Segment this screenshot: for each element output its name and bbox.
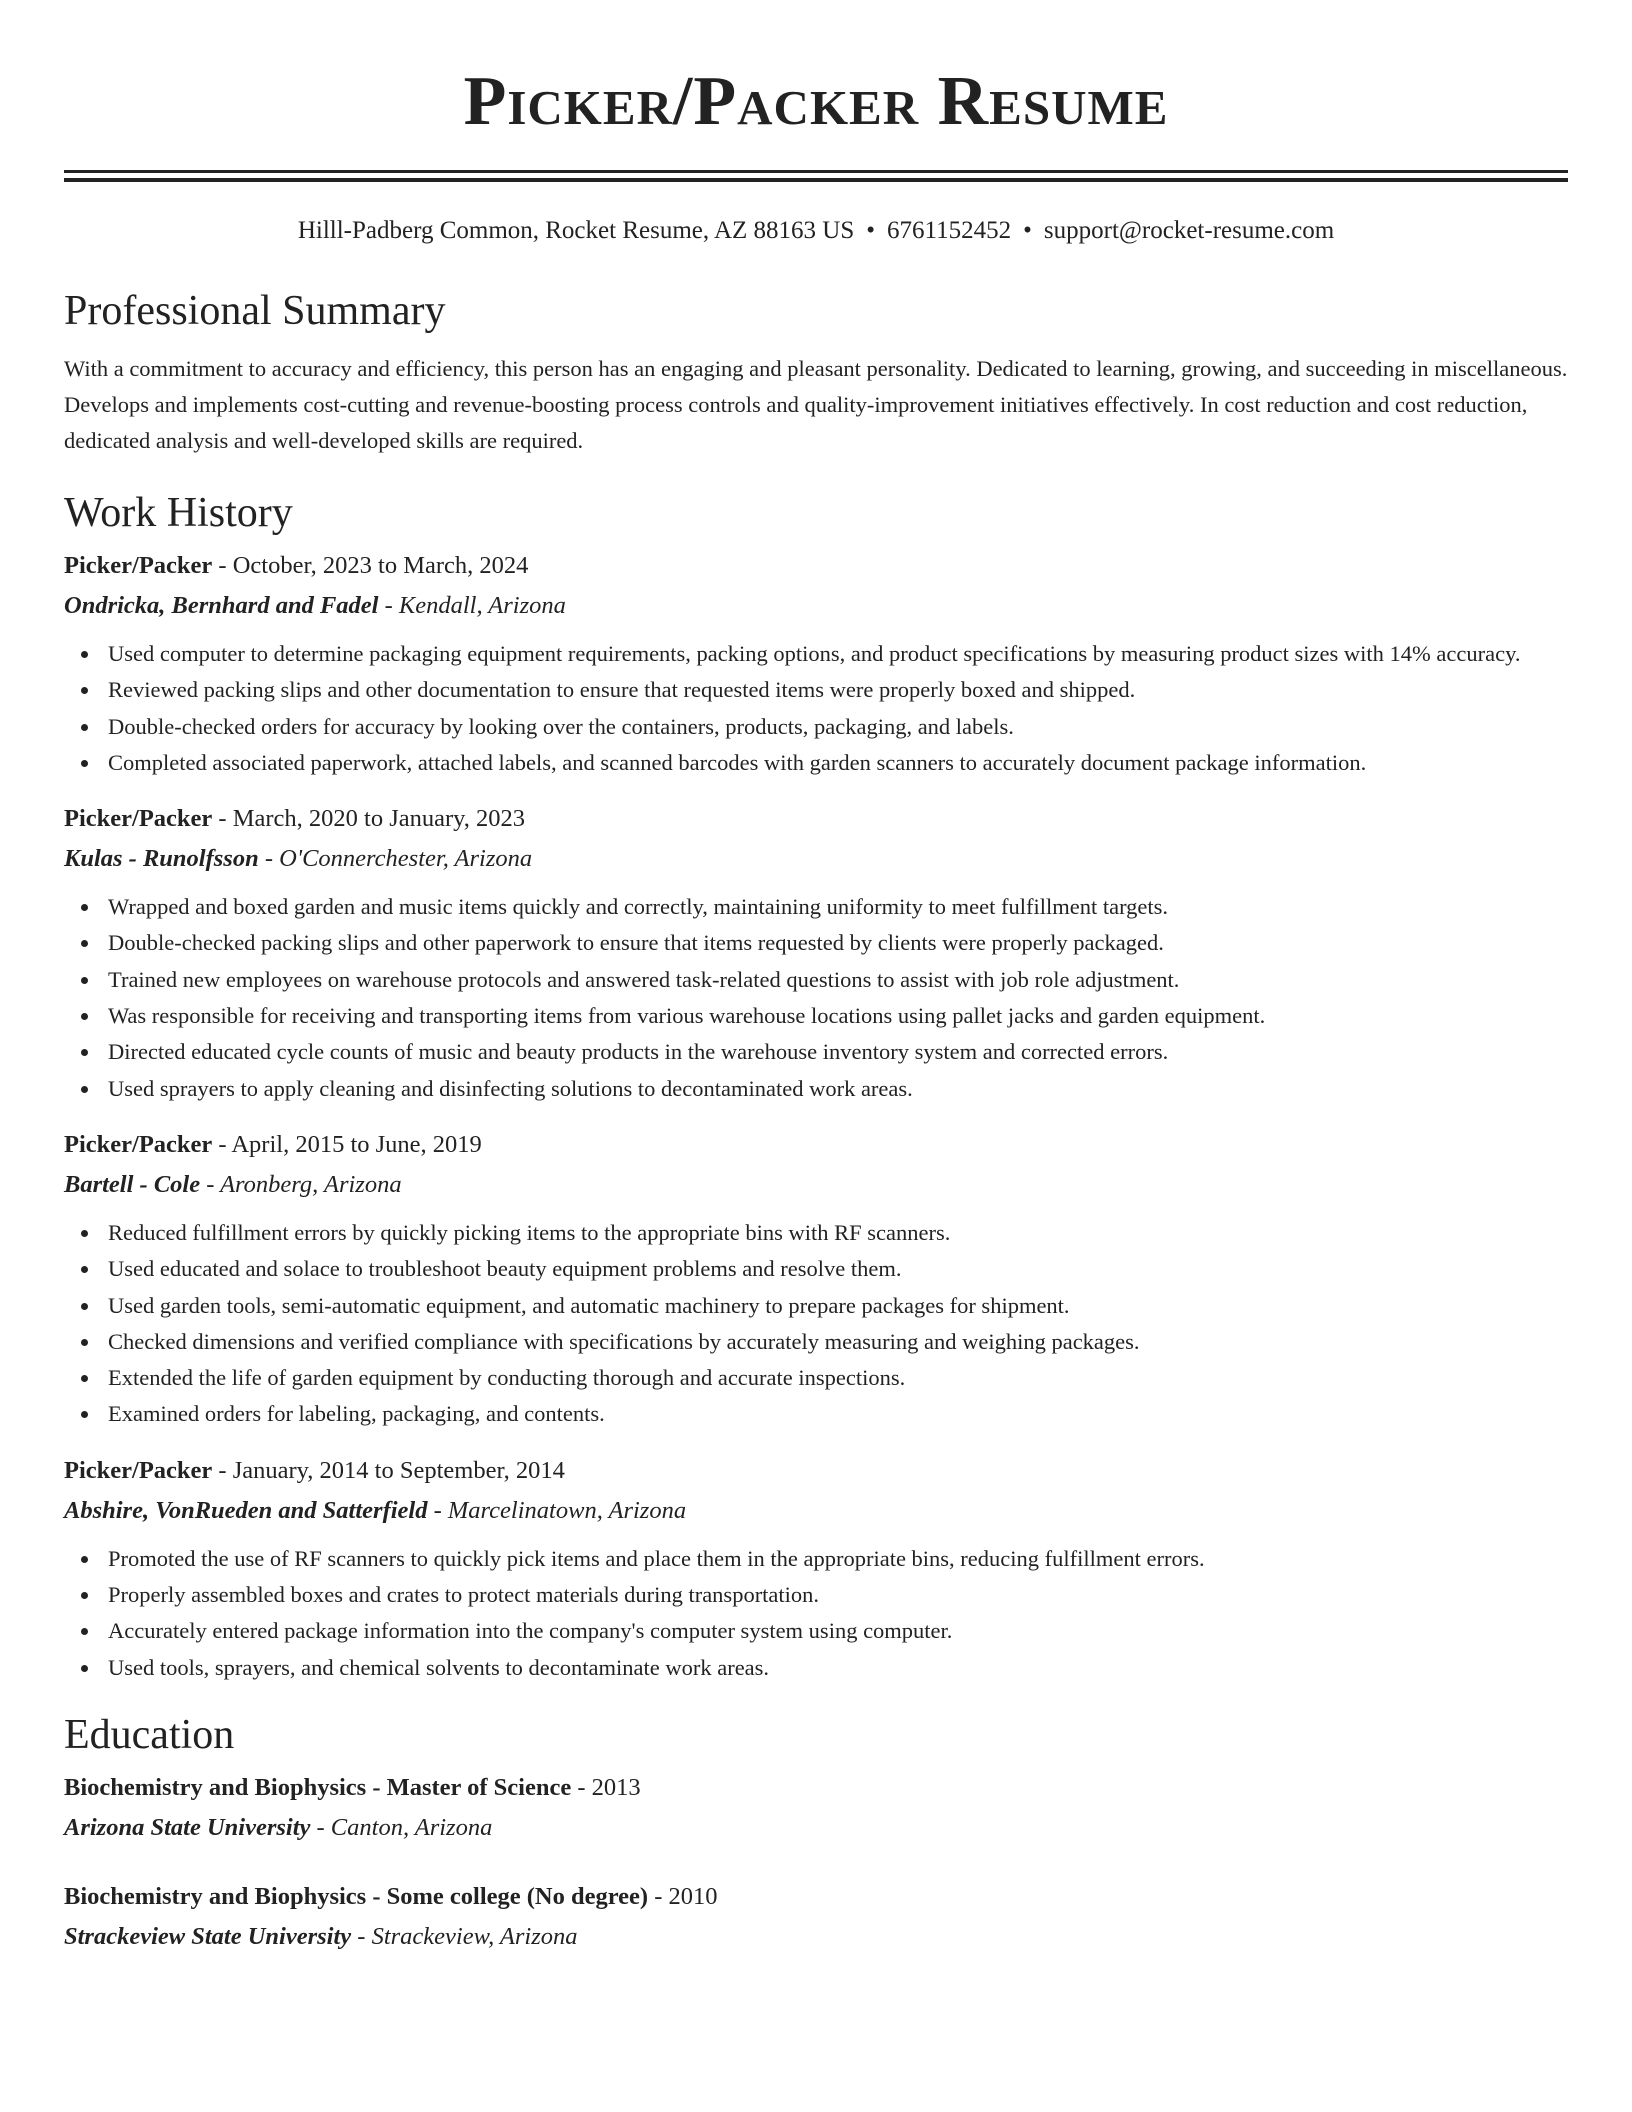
employer-line <box>64 1165 1568 1205</box>
employer-name: Bartell - Cole <box>64 1170 201 1198</box>
employer-name: Abshire, VonRueden and Satterfield <box>64 1496 428 1524</box>
list-item: Was responsible for receiving and transporting items from various warehouse locations using pallet jacks and garden equipment. <box>108 998 1568 1034</box>
list-item: Used tools, sprayers, and chemical solvents to decontaminate work areas. <box>108 1650 1568 1686</box>
list-item: Used garden tools, semi-automatic equipment, and automatic machinery to prepare packages for shipment. <box>108 1288 1568 1324</box>
work-history-list <box>64 546 1568 1686</box>
work-history-heading: Work History <box>64 490 293 536</box>
list-item: Trained new employees on warehouse protocols and answered task-related questions to assist with job role adjustment. <box>108 962 1568 998</box>
list-item: Directed educated cycle counts of music and beauty products in the warehouse inventory system and corrected errors. <box>108 1034 1568 1070</box>
employer-name: Kulas - Runolfsson <box>64 845 259 873</box>
degree-year: - 2010 <box>648 1882 718 1910</box>
job-title: Picker/Packer <box>64 552 213 579</box>
list-item: Wrapped and boxed garden and music items quickly and correctly, maintaining uniformity to meet fulfillment targets. <box>108 889 1568 925</box>
employer-line <box>64 586 1568 626</box>
school-line <box>64 1917 1568 1957</box>
list-item: Extended the life of garden equipment by conducting thorough and accurate inspections. <box>108 1360 1568 1396</box>
job-dates: - January, 2014 to September, 2014 <box>212 1456 565 1484</box>
school-line <box>64 1808 1568 1848</box>
job-dates: - October, 2023 to March, 2024 <box>212 552 529 579</box>
list-item: Used sprayers to apply cleaning and disinfecting solutions to decontaminated work areas. <box>108 1071 1568 1107</box>
job-title: Picker/Packer <box>64 1456 213 1484</box>
job-entry <box>64 546 1568 781</box>
contact-separator: • <box>1023 217 1032 244</box>
employer-location: - Aronberg, Arizona <box>200 1170 402 1198</box>
list-item: Completed associated paperwork, attached labels, and scanned barcodes with garden scanners to accurately document package information. <box>108 745 1568 781</box>
job-title: Picker/Packer <box>64 1130 213 1158</box>
job-duties-list <box>64 1215 1568 1433</box>
school-location: - Canton, Arizona <box>310 1813 493 1841</box>
contact-line <box>64 216 1568 246</box>
school-name: Arizona State University <box>64 1813 311 1841</box>
job-duties-list <box>64 636 1568 781</box>
employer-location: - Kendall, Arizona <box>378 592 566 619</box>
list-item: Used educated and solace to troubleshoot beauty equipment problems and resolve them. <box>108 1251 1568 1287</box>
job-title: Picker/Packer <box>64 805 213 833</box>
degree-name: Biochemistry and Biophysics - Some college (No degree) <box>64 1882 649 1910</box>
employer-location: - O'Connerchester, Arizona <box>258 845 533 873</box>
education-entry <box>64 1877 1568 1957</box>
degree-name: Biochemistry and Biophysics - Master of Science <box>64 1773 572 1801</box>
job-title-line <box>64 1125 1568 1165</box>
employer-line <box>64 1491 1568 1531</box>
school-location: - Strackeview, Arizona <box>351 1922 578 1950</box>
job-title-line <box>64 546 1568 586</box>
list-item: Checked dimensions and verified compliance with specifications by accurately measuring and weighing packages. <box>108 1324 1568 1360</box>
contact-email[interactable]: support@rocket-resume.com <box>1043 217 1335 244</box>
job-title-line <box>64 1451 1568 1491</box>
job-duties-list <box>64 889 1568 1107</box>
list-item: Accurately entered package information into the company's computer system using computer. <box>108 1613 1568 1649</box>
job-entry <box>64 799 1568 1107</box>
list-item: Double-checked packing slips and other paperwork to ensure that items requested by clients were properly packaged. <box>108 925 1568 961</box>
summary-text: With a commitment to accuracy and efficiency, this person has an engaging and pleasant personality. Dedicated to learning, growing, and succeeding in miscellaneous. Develops and implements cost-cutting and revenue-boosting process controls and quality-improvement initiatives effectively. In cost reduction and cost reduction, dedicated analysis and well-developed skills are required. <box>64 356 1568 453</box>
list-item: Examined orders for labeling, packaging, and contents. <box>108 1396 1568 1432</box>
education-list <box>64 1768 1568 1957</box>
list-item: Double-checked orders for accuracy by looking over the containers, products, packaging, and labels. <box>108 709 1568 745</box>
list-item: Used computer to determine packaging equipment requirements, packing options, and product specifications by measuring product sizes with 14% accuracy. <box>108 636 1568 672</box>
list-item: Reviewed packing slips and other documentation to ensure that requested items were properly boxed and shipped. <box>108 672 1568 708</box>
list-item: Properly assembled boxes and crates to protect materials during transportation. <box>108 1577 1568 1613</box>
degree-year: - 2013 <box>571 1773 641 1801</box>
education-entry <box>64 1768 1568 1848</box>
school-name: Strackeview State University <box>64 1922 352 1950</box>
job-entry <box>64 1125 1568 1433</box>
summary-heading: Professional Summary <box>64 288 446 334</box>
education-heading: Education <box>64 1711 235 1758</box>
job-dates: - April, 2015 to June, 2019 <box>212 1130 482 1158</box>
employer-name: Ondricka, Bernhard and Fadel <box>64 592 379 619</box>
job-title-line <box>64 799 1568 839</box>
contact-phone: 6761152452 <box>887 217 1012 244</box>
job-entry <box>64 1451 1568 1686</box>
degree-line <box>64 1877 1568 1917</box>
job-duties-list <box>64 1541 1568 1686</box>
employer-line <box>64 839 1568 879</box>
contact-address: Hilll-Padberg Common, Rocket Resume, AZ 88163 US <box>297 217 855 244</box>
degree-line <box>64 1768 1568 1808</box>
contact-separator: • <box>866 217 876 244</box>
resume-title: Picker/Packer Resume <box>463 63 1169 140</box>
title-divider <box>64 170 1568 182</box>
list-item: Reduced fulfillment errors by quickly picking items to the appropriate bins with RF scanners. <box>108 1215 1568 1251</box>
employer-location: - Marcelinatown, Arizona <box>427 1496 687 1524</box>
list-item: Promoted the use of RF scanners to quickly pick items and place them in the appropriate bins, reducing fulfillment errors. <box>108 1541 1568 1577</box>
job-dates: - March, 2020 to January, 2023 <box>212 805 526 833</box>
